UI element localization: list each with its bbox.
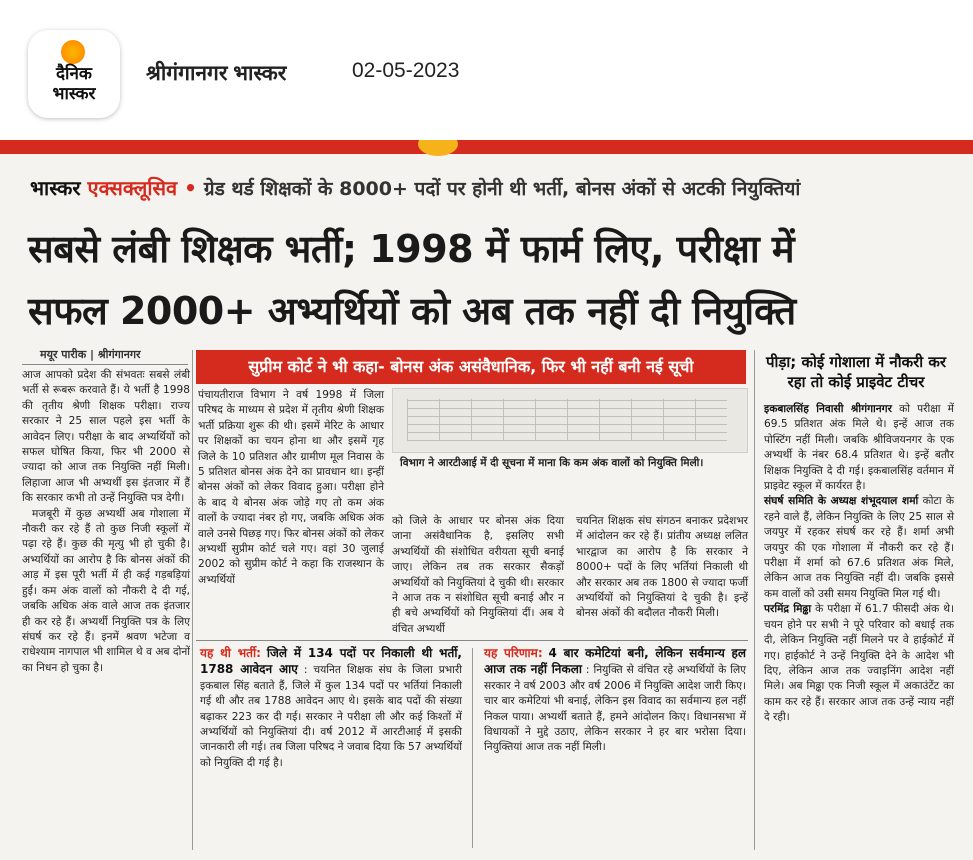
section-result-label: यह परिणाम: xyxy=(484,646,543,660)
sidebar-person-1-text: को परीक्षा में 69.5 प्रतिशत अंक मिले थे। इन्हें आज तक पोस्टिंग नहीं मिली। जबकि श्रीविजयनगर के एक अभ्यर्थी के नंबर 68.4 प्रतिशत थे। इन्हें बतौर शिक्षक नियुक्ति दे दी गई। इकबालसिंह वर्तमान में प्राइवेट स्कूल में कार्यरत है। xyxy=(764,403,954,493)
column-divider-1 xyxy=(192,350,193,850)
masthead-red-band xyxy=(0,140,973,154)
logo-line-1: दैनिक xyxy=(56,64,92,84)
dainik-bhaskar-logo[interactable] xyxy=(28,30,120,118)
sidebar-person-3: परमिंद्र मिढ्ढा xyxy=(764,603,812,616)
edition-name: श्रीगंगानगर भास्कर xyxy=(146,62,287,85)
column-divider-3 xyxy=(754,350,755,850)
headline-line-2: सफल 2000+ अभ्यर्थियों को अब तक नहीं दी नियुक्ति xyxy=(28,289,796,333)
column-1 xyxy=(22,368,190,858)
kicker-brand: भास्कर xyxy=(30,176,81,200)
sidebar-person-1: इकबालसिंह निवासी श्रीगंगानगर xyxy=(764,403,892,415)
section-recruitment-heading: जिले में 134 पदों पर निकाली थी भर्ती, 1788 आवेदन आए xyxy=(200,646,462,677)
section-recruitment-label: यह थी भर्ती: xyxy=(200,646,261,660)
col3-paragraph: को जिले के आधार पर बोनस अंक दिया जाना असंवैधानिक है, इसलिए सभी अभ्यर्थियों की संशोधित वरीयता सूची बनाई जाए। लेकिन तब तक सरकार सैकड़ों अभ्यर्थियों को नियुक्तियां दे चुकी थी। सरकार ने आज तक न संशोधित सूची बनाई और न ही बचे अभ्यर्थियों को नियुक्तियां दीं। अब ये वंचित अभ्यर्थी xyxy=(392,515,564,635)
edition-date: 02-05-2023 xyxy=(352,59,460,82)
sun-icon xyxy=(61,40,85,64)
photo-caption: विभाग ने आरटीआई में दी सूचना में माना कि कम अंक वालों को नियुक्ति मिली। xyxy=(400,457,704,469)
section-recruitment-text: : चयनित शिक्षक संघ के जिला प्रभारी इकबाल सिंह बताते हैं, जिले में कुल 134 पदों पर भर्तियां निकाली गई थी और तब 1788 आवेदन आए थे। इसके बाद पदों की संख्या बढ़ाकर 223 कर दी गई। सरकार ने परीक्षा ली और कई किश्तों में अभ्यर्थियों को नियुक्तियां दी। वर्ष 2012 में आरटीआई में इसकी जानकारी ली गई। तब जिला परिषद ने जवाब दिया कि 57 अभ्यर्थियों को नियुक्ति दी गई है। xyxy=(200,664,462,769)
headline xyxy=(28,218,958,342)
rti-document-table xyxy=(407,399,727,441)
col2-paragraph: पंचायतीराज विभाग ने वर्ष 1998 में जिला परिषद के माध्यम से प्रदेश में तृतीय श्रेणी शिक्षक भर्ती प्रक्रिया शुरू की थी। इसमें मेरिट के आधार पर शिक्षकों का चयन होना था और इसमें गृह जिले के 10 प्रतिशत और ग्रामीण मूल निवास के 5 प्रतिशत बोनस अंक देने का प्रावधान था। इन्हीं बोनस अंकों को लेकर विवाद हुआ। परीक्षा होने के बाद ये बोनस अंक जोड़े गए तो कम अंक वालों के ज्यादा नंबर हो गए, जबकि अधिक अंक वाले उनसे पिछड़ गए। फिर बोनस अंकों को लेकर अभ्यर्थी सुप्रीम कोर्ट चले गए। वहां 30 जुलाई 2002 को सुप्रीम कोर्ट ने कहा कि राजस्थान के अभ्यर्थियों xyxy=(198,389,384,586)
rti-document-photo xyxy=(392,388,748,453)
kicker-dot: • xyxy=(184,176,197,200)
byline-rule xyxy=(22,364,188,365)
col1-paragraph-1: आज आपको प्रदेश की संभवतः सबसे लंबी भर्ती से रूबरू करवाते हैं। ये भर्ती है 1998 की तृतीय श्रेणी शिक्षक परीक्षा। राज्य सरकार ने 25 साल पहले इस भर्ती के आवेदन लिए। परीक्षा के बाद अभ्यर्थियों को सफल घोषित किया, फिर भी 2000 से ज्यादा को आज तक नियुक्ति नहीं मिली। लिहाजा आज भी अभ्यर्थी इस इंतजार में हैं कि सरकार कभी तो उन्हें नियुक्ति पत्र देगी। xyxy=(22,369,190,505)
masthead-sun-mark xyxy=(418,140,458,156)
column-2 xyxy=(198,388,384,638)
byline: मयूर पारीक | श्रीगंगानगर xyxy=(40,348,141,361)
col4-paragraph: चयनित शिक्षक संघ संगठन बनाकर प्रदेशभर में आंदोलन कर रहे हैं। प्रांतीय अध्यक्ष ललित भारद्वाज का आरोप है कि सरकार ने 8000+ पदों के लिए भर्तियां निकाली थी और सरकार अब तक 1800 से ज्यादा फर्जी अभ्यर्थियों को नियुक्तियां दे चुकी है। इन्हें बोनस अंकों की बदौलत नौकरी मिली। xyxy=(576,515,748,620)
supreme-court-banner: सुप्रीम कोर्ट ने भी कहा- बोनस अंक असंवैधानिक, फिर भी नहीं बनी नई सूची xyxy=(196,350,746,384)
headline-line-1: सबसे लंबी शिक्षक भर्ती; 1998 में फार्म लिए, परीक्षा में xyxy=(28,227,795,271)
kicker-exclusive: एक्सक्लूसिव xyxy=(87,176,178,200)
section-recruitment xyxy=(200,646,462,851)
kicker-text: ग्रेड थर्ड शिक्षकों के 8000+ पदों पर होनी थी भर्ती, बोनस अंकों से अटकी नियुक्तियां xyxy=(203,178,801,200)
logo-line-2: भास्कर xyxy=(52,84,96,104)
section-result-heading: 4 बार कमेटियां बनी, लेकिन सर्वमान्य हल आज तक नहीं निकला xyxy=(484,646,746,677)
column-divider-2 xyxy=(472,648,473,848)
sidebar-person-2: संघर्ष समिति के अध्यक्ष शंभूदयाल शर्मा xyxy=(764,495,919,508)
section-result-text: : नियुक्ति से वंचित रहे अभ्यर्थियों के लिए सरकार ने वर्ष 2003 और वर्ष 2006 में नियुक्ति आदेश जारी किए। चार बार कमेटियां भी बनाई, लेकिन इस विवाद का सर्वमान्य हल नहीं निकल पाया। अभ्यर्थी बताते हैं, हमने आंदोलन किए। विधानसभा में विधायकों ने मुद्दे उठाए, लेकिन सरकार ने हर बार भरोसा दिया। नियुक्तियां आज तक नहीं मिली। xyxy=(484,664,746,754)
sidebar-person-3-text: के परीक्षा में 61.7 फीसदी अंक थे। चयन होने पर सभी ने पूरे परिवार को बधाई तक दी, लेकिन नियुक्ति नहीं मिलने पर वे हाईकोर्ट में गए। हाईकोर्ट ने उन्हें नियुक्ति देने के आदेश भी दिए, लेकिन आज तक ज्वाइनिंग आदेश नहीं मिले। अब मिढ्ढा एक निजी स्कूल में अकाउंटेंट का काम कर रहे हैं। सरकार आज तक उन्हें न्याय नहीं दे रही। xyxy=(764,603,954,724)
kicker-line xyxy=(30,174,960,201)
sidebar-title: पीड़ा; कोई गोशाला में नौकरी कर रहा तो कोई प्राइवेट टीचर xyxy=(765,353,947,391)
sidebar-column xyxy=(764,402,954,726)
sidebar-person-2-text: कोटा के रहने वाले हैं, लेकिन नियुक्ति के लिए 25 साल से जयपुर में रहकर संघर्ष कर रहे हैं। शर्मा अभी जयपुर की एक गोशाला में नौकरी कर रहे हैं। परीक्षा में शर्मा को 67.6 प्रतिशत अंक मिले, लेकिन आज तक नियुक्ति नहीं दी। जबकि इससे कम वालों को उसी समय नियुक्ति मिल गई थी। xyxy=(764,495,954,600)
section-rule xyxy=(196,640,748,641)
app-header xyxy=(0,0,973,140)
column-3 xyxy=(392,514,564,664)
newspaper-clipping xyxy=(0,140,973,860)
column-4 xyxy=(576,514,748,644)
col1-paragraph-2: मजबूरी में कुछ अभ्यर्थी अब गोशाला में नौकरी कर रहे हैं तो कुछ निजी स्कूलों में पढ़ा रहे हैं। कुछ की मृत्यु भी हो चुकी है। अभ्यर्थियों का आरोप है कि बोनस अंकों की आड़ में इस पूरी भर्ती में ही कई गड़बड़ियां हुईं। कम अंक वालों को नौकरी दे दी गई, जबकि अधिक अंक वाले आज तक इंतजार ही कर रहे हैं। अभ्यर्थी नियुक्ति पत्र के लिए संघर्ष कर रहे हैं। इनमें श्रवण भटेजा व राधेश्याम नागपाल भी शामिल थे व अब दोनों का निधन हो चुका है। xyxy=(22,507,190,674)
section-result xyxy=(484,646,746,851)
